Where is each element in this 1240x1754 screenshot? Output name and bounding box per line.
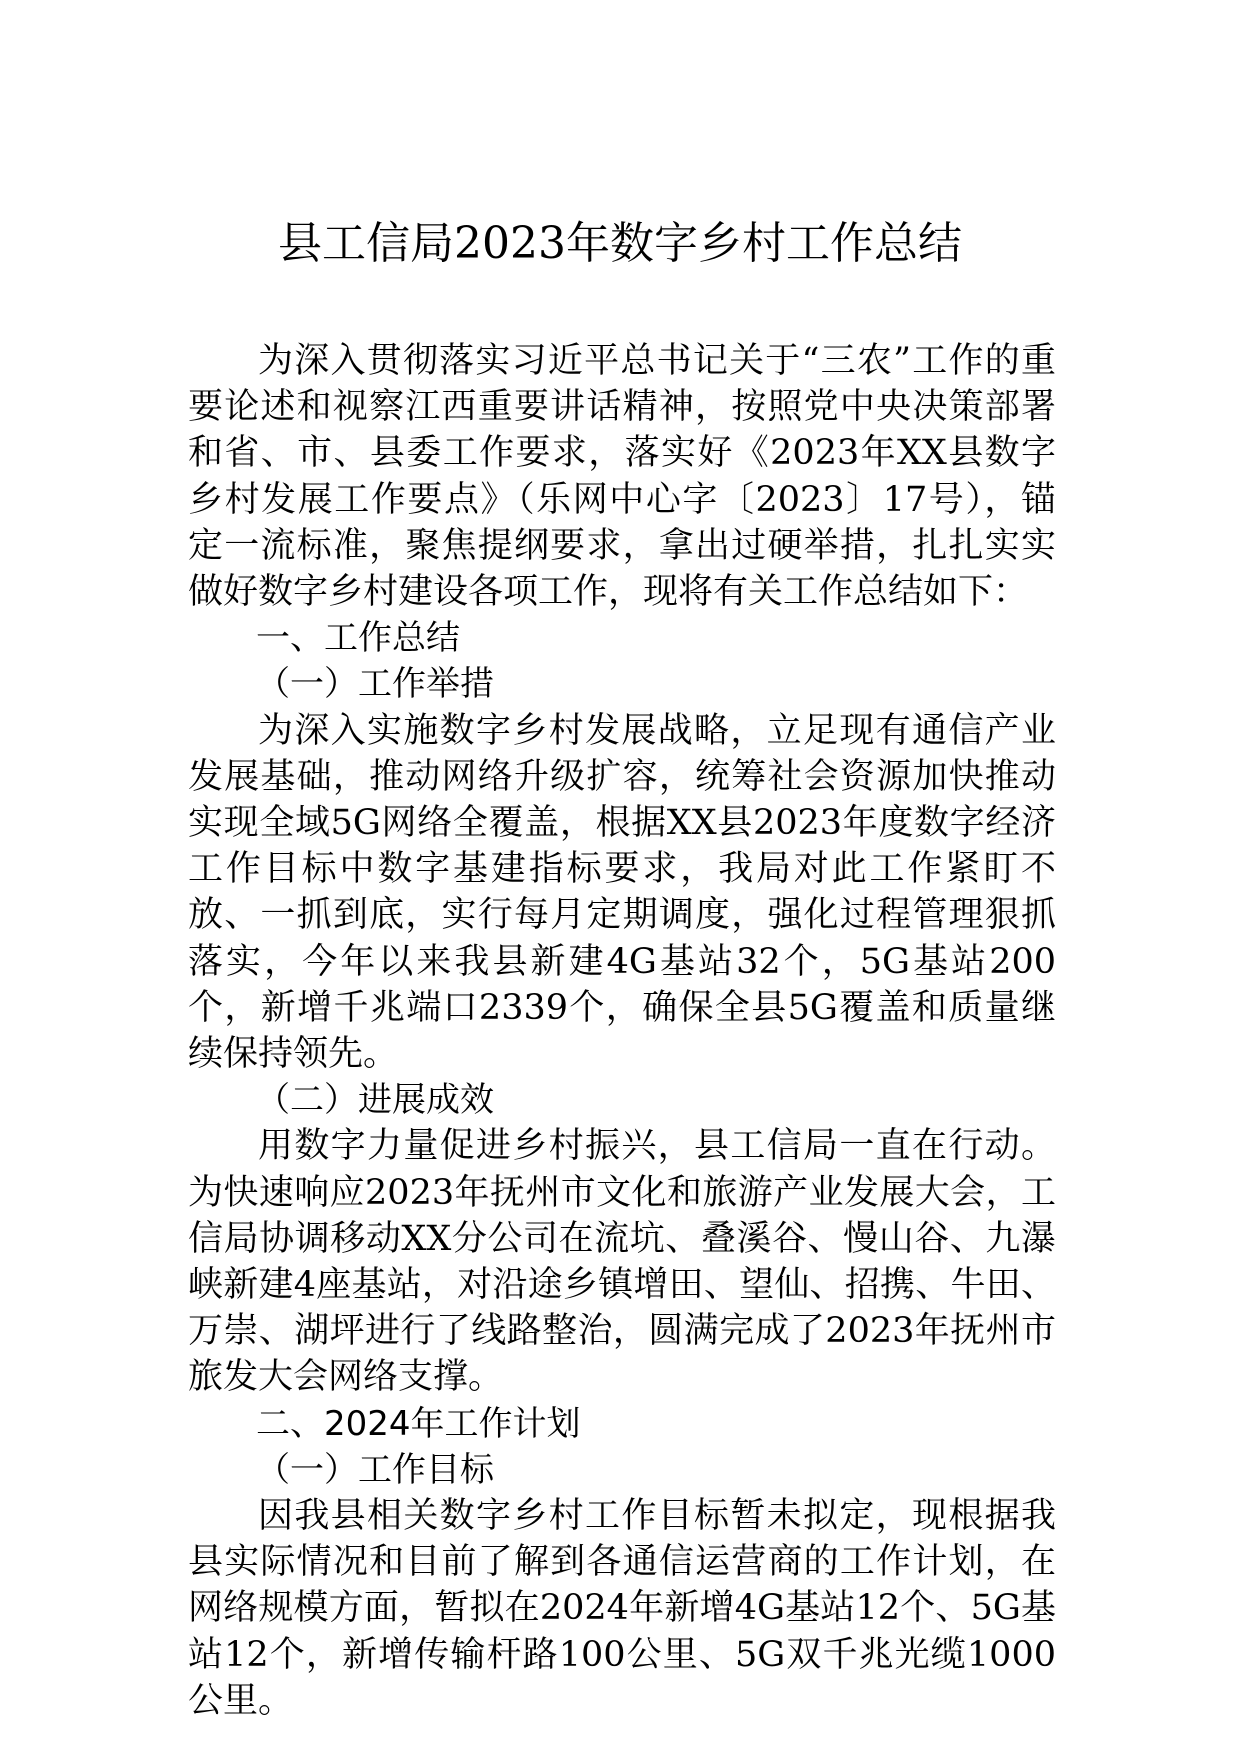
section-1-1-paragraph: 为深入实施数字乡村发展战略，立足现有通信产业发展基础，推动网络升级扩容，统筹社会资源加快推动实现全域5G网络全覆盖，根据XX县2023年度数字经济工作目标中数字基建指标要求，我局对此工作紧盯不放、一抓到底，实行每月定期调度，强化过程管理狠抓落实，今年以来我县新建4G基站32个，5G基站200个，新增千兆端口2339个，确保全县5G覆盖和质量继续保持领先。 xyxy=(188,710,1056,1075)
intro-paragraph: 为深入贯彻落实习近平总书记关于“三农”工作的重要论述和视察江西重要讲话精神，按照党中央决策部署和省、市、县委工作要求，落实好《2023年XX县数字乡村发展工作要点》（乐网中心字〔2023〕17号），锚定一流标准，聚焦提纲要求，拿出过硬举措，扎扎实实做好数字乡村建设各项工作，现将有关工作总结如下： xyxy=(188,341,1056,613)
section-1-1-heading: （一）工作举措 xyxy=(256,664,494,705)
section-1-2-paragraph: 用数字力量促进乡村振兴，县工信局一直在行动。为快速响应2023年抚州市文化和旅游产业发展大会，工信局协调移动XX分公司在流坑、叠溪谷、慢山谷、九瀑峡新建4座基站，对沿途乡镇增田、望仙、招携、牛田、万崇、湖坪进行了线路整治，圆满完成了2023年抚州市旅发大会网络支撑。 xyxy=(188,1126,1056,1398)
document-body xyxy=(188,338,1056,1724)
section-2-1-heading: （一）工作目标 xyxy=(256,1449,494,1490)
document-title: 县工信局2023年数字乡村工作总结 xyxy=(278,218,962,269)
section-1-2-heading: （二）进展成效 xyxy=(256,1080,494,1121)
section-2-1-paragraph: 因我县相关数字乡村工作目标暂未拟定，现根据我县实际情况和目前了解到各通信运营商的工作计划，在网络规模方面，暂拟在2024年新增4G基站12个、5G基站12个，新增传输杆路100公里、5G双千兆光缆1000公里。 xyxy=(188,1496,1056,1721)
section-2-heading: 二、2024年工作计划 xyxy=(256,1403,581,1444)
section-1-heading: 一、工作总结 xyxy=(256,618,460,659)
